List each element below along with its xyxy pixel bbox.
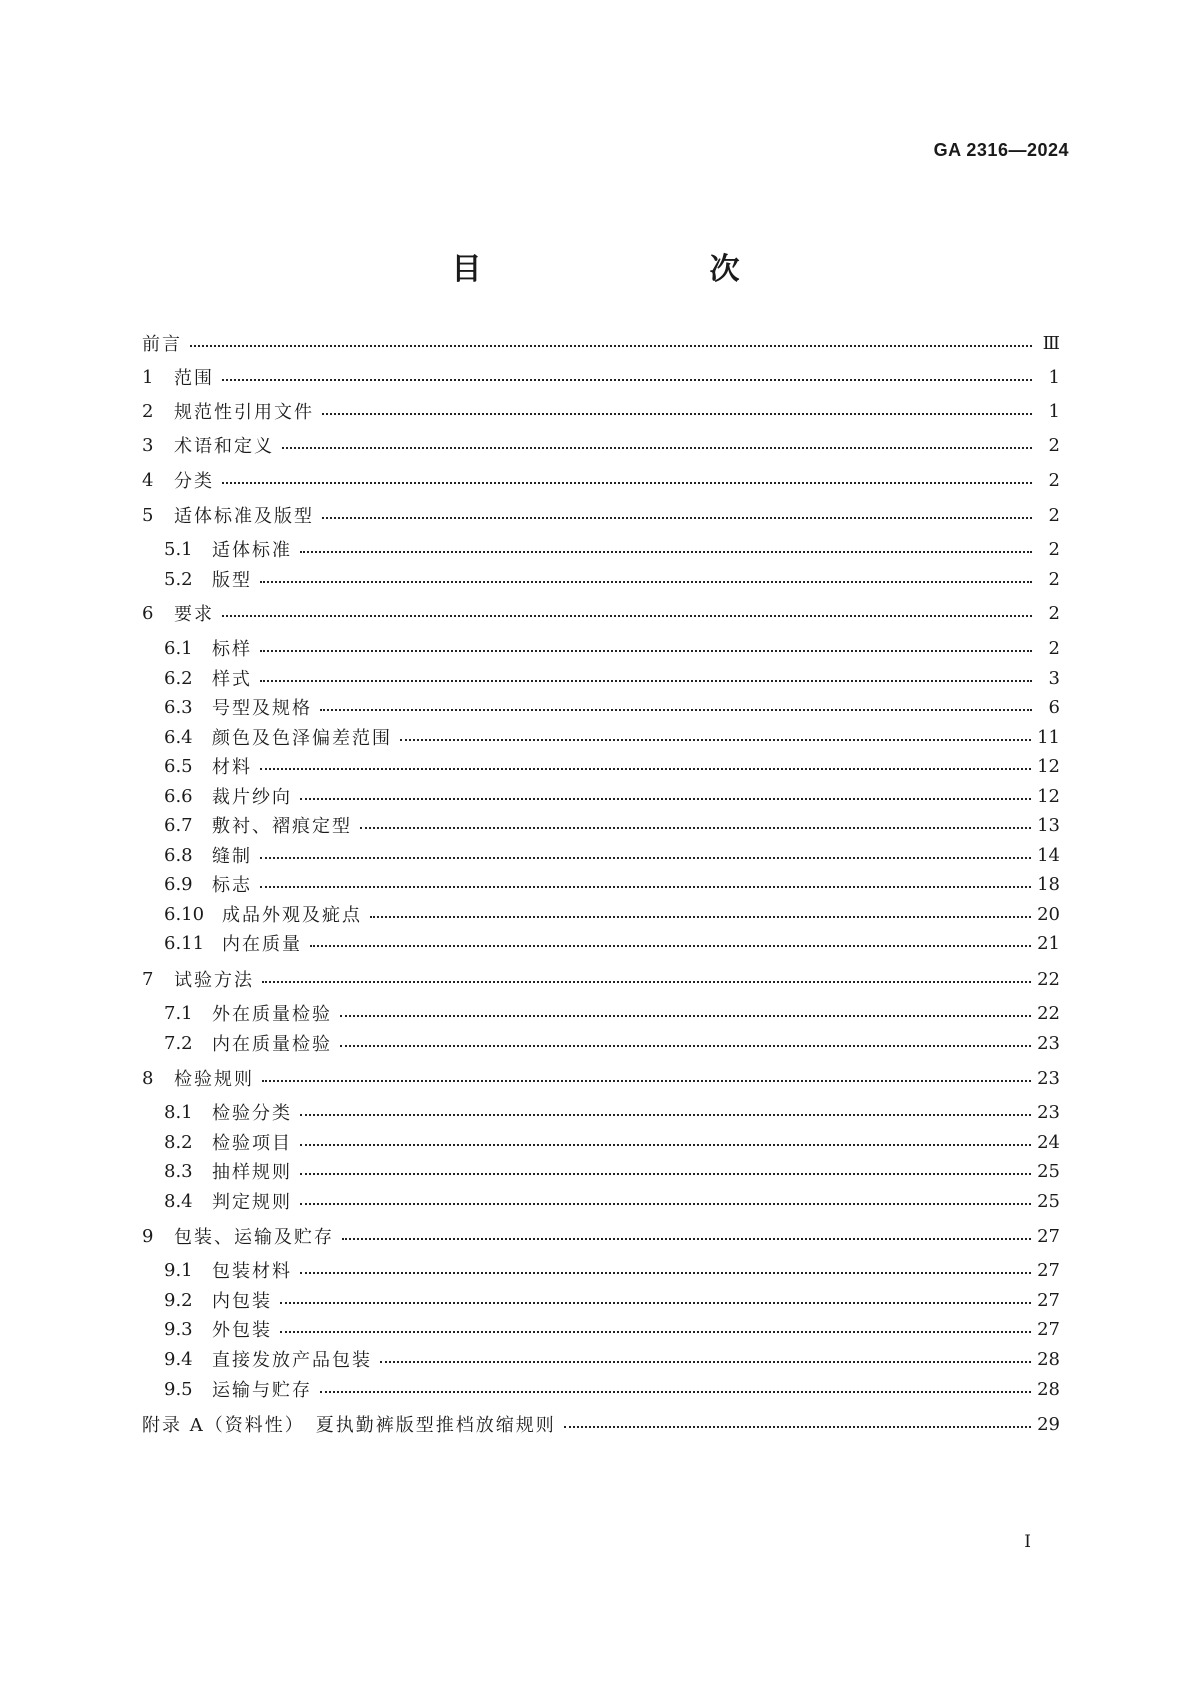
toc-entry-label: 材料 xyxy=(212,757,252,778)
toc-entry-number: 2 xyxy=(142,400,154,422)
toc-leader-dots xyxy=(222,598,1032,628)
toc-entry-page: 1 xyxy=(1048,366,1060,388)
toc-entry-number: 6.11 xyxy=(164,932,205,954)
toc-entry-page: 27 xyxy=(1037,1318,1060,1340)
toc-entry-label: 版型 xyxy=(212,570,252,591)
toc-entry[interactable] xyxy=(142,1097,1060,1127)
toc-entry-page: 23 xyxy=(1037,1067,1060,1089)
toc-leader-dots xyxy=(262,964,1031,994)
toc-entry-label: 试验方法 xyxy=(174,970,254,991)
toc-entry-label: 规范性引用文件 xyxy=(174,402,314,423)
toc-leader-dots xyxy=(360,810,1031,840)
toc-leader-dots xyxy=(340,998,1031,1028)
toc-leader-dots xyxy=(280,1314,1031,1344)
toc-leader-dots xyxy=(300,1186,1031,1216)
toc-entry-number: 6.6 xyxy=(164,785,193,807)
toc-leader-dots xyxy=(400,722,1031,752)
toc-entry-page: 23 xyxy=(1037,1101,1060,1123)
toc-entry-number: 5.2 xyxy=(164,568,193,590)
toc-entry-page: 13 xyxy=(1037,814,1060,836)
toc-entry-label: 敷衬、褶痕定型 xyxy=(212,816,352,837)
toc-leader-dots xyxy=(280,1285,1031,1315)
toc-entry-label: 标样 xyxy=(212,639,252,660)
toc-entry[interactable] xyxy=(142,964,1060,994)
toc-entry[interactable] xyxy=(142,722,1060,752)
toc-leader-dots xyxy=(380,1344,1031,1374)
toc-entry-label: 包装材料 xyxy=(212,1261,292,1282)
toc-entry-number: 7.2 xyxy=(164,1032,193,1054)
toc-entry-label: 要求 xyxy=(174,604,214,625)
toc-entry-page: 27 xyxy=(1037,1289,1060,1311)
toc-entry[interactable] xyxy=(142,869,1060,899)
toc-entry-page: 18 xyxy=(1037,873,1060,895)
toc-entry-number: 7 xyxy=(142,968,154,990)
toc-entry-number: 9.1 xyxy=(164,1259,193,1281)
toc-entry-number: 6.1 xyxy=(164,637,193,659)
toc-entry[interactable] xyxy=(142,899,1060,929)
toc-entry[interactable] xyxy=(142,534,1060,564)
toc-entry[interactable] xyxy=(142,598,1060,628)
toc-entry-label: 外在质量检验 xyxy=(212,1004,332,1025)
toc-entry-page: 2 xyxy=(1048,568,1060,590)
toc-entry[interactable] xyxy=(142,430,1060,460)
toc-leader-dots xyxy=(310,928,1031,958)
page-number: I xyxy=(1024,1532,1031,1552)
toc-entry[interactable] xyxy=(142,810,1060,840)
toc-entry-number: 8.3 xyxy=(164,1160,193,1182)
toc-leader-dots xyxy=(300,534,1032,564)
toc-entry[interactable] xyxy=(142,663,1060,693)
toc-entry-label: 内在质量检验 xyxy=(212,1034,332,1055)
toc-entry-number: 6.8 xyxy=(164,844,193,866)
toc-entry-page: 11 xyxy=(1037,726,1060,748)
toc-entry-number: 9.3 xyxy=(164,1318,193,1340)
toc-entry-label: 检验项目 xyxy=(212,1133,292,1154)
toc-entry-number: 5 xyxy=(142,504,154,526)
toc-leader-dots xyxy=(222,465,1032,495)
toc-leader-dots xyxy=(260,869,1031,899)
toc-entry-label: 样式 xyxy=(212,669,252,690)
toc-entry[interactable] xyxy=(142,328,1060,358)
toc-entry-label: 裁片纱向 xyxy=(212,787,292,808)
toc-entry-number: 8.4 xyxy=(164,1190,193,1212)
toc-entry[interactable] xyxy=(142,1314,1060,1344)
toc-entry-page: 14 xyxy=(1037,844,1060,866)
toc-entry-page: 25 xyxy=(1037,1190,1060,1212)
toc-entry-page: 12 xyxy=(1037,785,1060,807)
toc-leader-dots xyxy=(342,1221,1031,1251)
toc-entry[interactable] xyxy=(142,465,1060,495)
toc-entry-number: 6.4 xyxy=(164,726,193,748)
toc-entry[interactable] xyxy=(142,1374,1060,1404)
toc-entry-label: 术语和定义 xyxy=(174,436,274,457)
toc-entry[interactable] xyxy=(142,564,1060,594)
toc-entry-page: 22 xyxy=(1037,968,1060,990)
toc-entry-number: 6.5 xyxy=(164,755,193,777)
toc-entry-number: 9.4 xyxy=(164,1348,193,1370)
toc-leader-dots xyxy=(282,430,1032,460)
toc-entry[interactable] xyxy=(142,396,1060,426)
toc-entry[interactable] xyxy=(142,998,1060,1028)
toc-entry[interactable] xyxy=(142,781,1060,811)
toc-entry[interactable] xyxy=(142,928,1060,958)
toc-entry-page: 29 xyxy=(1037,1413,1060,1435)
toc-entry[interactable] xyxy=(142,1255,1060,1285)
toc-entry-label: 直接发放产品包装 xyxy=(212,1350,372,1371)
toc-leader-dots xyxy=(322,396,1032,426)
toc-entry[interactable] xyxy=(142,840,1060,870)
toc-entry-page: 6 xyxy=(1048,696,1060,718)
toc-leader-dots xyxy=(322,500,1032,530)
toc-entry-page: 3 xyxy=(1048,667,1060,689)
toc-entry-label: 运输与贮存 xyxy=(212,1380,312,1401)
toc-entry-number: 7.1 xyxy=(164,1002,193,1024)
toc-entry-page: 24 xyxy=(1037,1131,1060,1153)
toc-entry-page: 2 xyxy=(1048,538,1060,560)
toc-entry-label: 包装、运输及贮存 xyxy=(174,1227,334,1248)
toc-entry[interactable] xyxy=(142,1409,1060,1439)
toc-entry-label: 适体标准 xyxy=(212,540,292,561)
toc-leader-dots xyxy=(260,564,1032,594)
toc-leader-dots xyxy=(262,1063,1031,1093)
toc-entry-page: 27 xyxy=(1037,1225,1060,1247)
toc-leader-dots xyxy=(340,1028,1031,1058)
toc-entry[interactable] xyxy=(142,1127,1060,1157)
toc-entry-number: 8 xyxy=(142,1067,154,1089)
toc-entry-label: 适体标准及版型 xyxy=(174,506,314,527)
toc-entry-number: 9.5 xyxy=(164,1378,193,1400)
toc-entry-number: 6.2 xyxy=(164,667,193,689)
toc-entry-label: 颜色及色泽偏差范围 xyxy=(212,728,392,749)
toc-entry[interactable] xyxy=(142,1156,1060,1186)
toc-entry-page: 21 xyxy=(1037,932,1060,954)
toc-entry-number: 9.2 xyxy=(164,1289,193,1311)
toc-leader-dots xyxy=(260,663,1032,693)
toc-entry-page: Ⅲ xyxy=(1042,332,1060,354)
toc-entry[interactable] xyxy=(142,692,1060,722)
toc-entry-number: 6.9 xyxy=(164,873,193,895)
toc-entry-label: 范围 xyxy=(174,368,214,389)
toc-entry-page: 2 xyxy=(1048,469,1060,491)
toc-entry-page: 27 xyxy=(1037,1259,1060,1281)
toc-entry-number: 4 xyxy=(142,469,154,491)
toc-entry[interactable] xyxy=(142,1344,1060,1374)
toc-entry[interactable] xyxy=(142,1028,1060,1058)
toc-entry-page: 2 xyxy=(1048,504,1060,526)
page-title: 目 次 xyxy=(451,252,796,287)
toc-entry-label: 抽样规则 xyxy=(212,1162,292,1183)
toc-entry-label: 前言 xyxy=(142,334,182,355)
toc-leader-dots xyxy=(300,1097,1031,1127)
toc-entry-number: 5.1 xyxy=(164,538,193,560)
toc-entry-page: 23 xyxy=(1037,1032,1060,1054)
toc-entry-number: 6 xyxy=(142,602,154,624)
toc-entry-label: 外包装 xyxy=(212,1320,272,1341)
toc-entry[interactable] xyxy=(142,751,1060,781)
toc-entry-page: 2 xyxy=(1048,434,1060,456)
toc-entry-label: 分类 xyxy=(174,471,214,492)
toc-entry-label: 标志 xyxy=(212,875,252,896)
toc-leader-dots xyxy=(300,1156,1031,1186)
toc-entry[interactable] xyxy=(142,362,1060,392)
toc-entry-label: 判定规则 xyxy=(212,1192,292,1213)
toc-entry-label: 号型及规格 xyxy=(212,698,312,719)
toc-entry-label: 检验分类 xyxy=(212,1103,292,1124)
document-code: GA 2316—2024 xyxy=(933,140,1069,160)
toc-entry-page: 25 xyxy=(1037,1160,1060,1182)
toc-leader-dots xyxy=(300,1255,1031,1285)
toc-entry-number: 6.7 xyxy=(164,814,193,836)
toc-entry-label: 内包装 xyxy=(212,1291,272,1312)
toc-leader-dots xyxy=(190,328,1032,358)
toc-entry-label: 缝制 xyxy=(212,846,252,867)
toc-entry-page: 28 xyxy=(1037,1348,1060,1370)
toc-entry[interactable] xyxy=(142,1285,1060,1315)
toc-entry[interactable] xyxy=(142,1186,1060,1216)
toc-leader-dots xyxy=(260,633,1032,663)
toc-entry[interactable] xyxy=(142,1221,1060,1251)
toc-leader-dots xyxy=(320,692,1032,722)
toc-leader-dots xyxy=(370,899,1031,929)
toc-entry-number: 8.2 xyxy=(164,1131,193,1153)
toc-entry-number: 6.10 xyxy=(164,903,205,925)
toc-leader-dots xyxy=(300,1127,1031,1157)
toc-entry-page: 28 xyxy=(1037,1378,1060,1400)
toc-leader-dots xyxy=(260,840,1031,870)
toc-leader-dots xyxy=(320,1374,1031,1404)
toc-entry-number: 9 xyxy=(142,1225,154,1247)
toc-entry-number: 8.1 xyxy=(164,1101,193,1123)
toc-entry-page: 2 xyxy=(1048,637,1060,659)
toc-entry-page: 2 xyxy=(1048,602,1060,624)
toc-entry-label: 内在质量 xyxy=(222,934,302,955)
toc-entry-page: 22 xyxy=(1037,1002,1060,1024)
toc-leader-dots xyxy=(300,781,1031,811)
toc-leader-dots xyxy=(564,1409,1031,1439)
toc-entry-label: 检验规则 xyxy=(174,1069,254,1090)
toc-leader-dots xyxy=(222,362,1032,392)
toc-entry-page: 1 xyxy=(1048,400,1060,422)
toc-entry-page: 20 xyxy=(1037,903,1060,925)
toc-entry[interactable] xyxy=(142,1063,1060,1093)
toc-entry[interactable] xyxy=(142,500,1060,530)
toc-entry-page: 12 xyxy=(1037,755,1060,777)
toc-entry-number: 6.3 xyxy=(164,696,193,718)
toc-entry-label: 成品外观及疵点 xyxy=(222,905,362,926)
toc-entry-number: 1 xyxy=(142,366,154,388)
toc-entry-label: 附录 A（资料性） 夏执勤裤版型推档放缩规则 xyxy=(142,1415,556,1436)
toc-entry[interactable] xyxy=(142,633,1060,663)
toc-leader-dots xyxy=(260,751,1031,781)
toc-entry-number: 3 xyxy=(142,434,154,456)
